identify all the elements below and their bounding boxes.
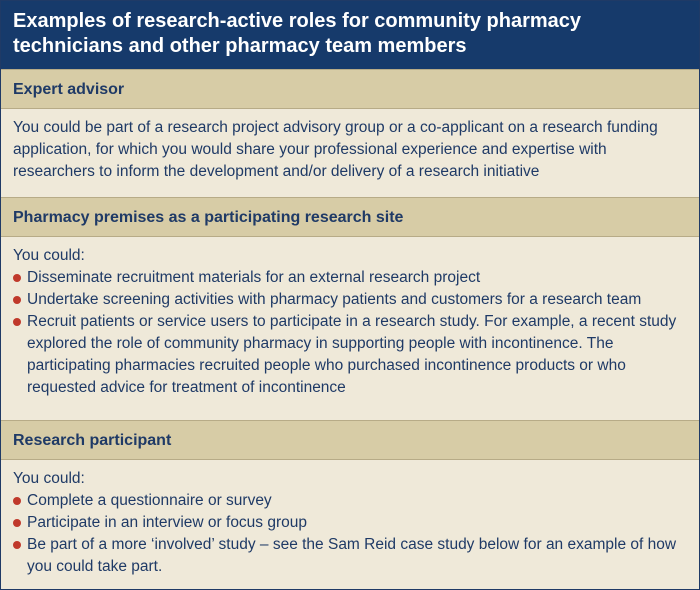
- list-item-text: Participate in an interview or focus group: [27, 514, 308, 531]
- section-intro: You could:: [13, 470, 85, 487]
- list-item-text: Disseminate recruitment materials for an external research project: [27, 269, 481, 286]
- bullet-icon: [13, 274, 21, 282]
- list-item: [13, 267, 685, 289]
- list-item: [13, 289, 685, 311]
- box-title: Examples of research-active roles for community pharmacy technicians and other pharmacy team members: [1, 1, 699, 69]
- section-body-expert-advisor: [1, 109, 699, 197]
- list-item-text: Recruit patients or service users to participate in a research study. For example, a recent study explored the role of community pharmacy in supporting people with incontinence. The participating pharmacies recruited people who purchased incontinence products or who requested advice for treatment of incontinence: [27, 313, 677, 396]
- list-item: [13, 534, 685, 578]
- list-item: [13, 490, 685, 512]
- section-body-research-participant: [1, 460, 699, 586]
- section-intro: You could:: [13, 247, 85, 264]
- bullet-icon: [13, 541, 21, 549]
- list-item: [13, 311, 685, 399]
- section-body-research-site: [1, 237, 699, 420]
- section-heading-research-participant: Research participant: [1, 420, 699, 460]
- list-item-text: Be part of a more ‘involved’ study – see the Sam Reid case study below for an example of how you could take part.: [27, 536, 677, 575]
- bullet-icon: [13, 497, 21, 505]
- list-item-text: Complete a questionnaire or survey: [27, 492, 272, 509]
- bullet-icon: [13, 519, 21, 527]
- list-item-text: Undertake screening activities with pharmacy patients and customers for a research team: [27, 291, 642, 308]
- list-item: [13, 512, 685, 534]
- section-heading-expert-advisor: Expert advisor: [1, 69, 699, 109]
- section-heading-research-site: Pharmacy premises as a participating research site: [1, 197, 699, 237]
- bullet-icon: [13, 296, 21, 304]
- section-text: You could be part of a research project advisory group or a co-applicant on a research funding application, for which you would share your professional experience and expertise with researchers to inform the development and/or delivery of a research initiative: [13, 119, 658, 180]
- bullet-icon: [13, 318, 21, 326]
